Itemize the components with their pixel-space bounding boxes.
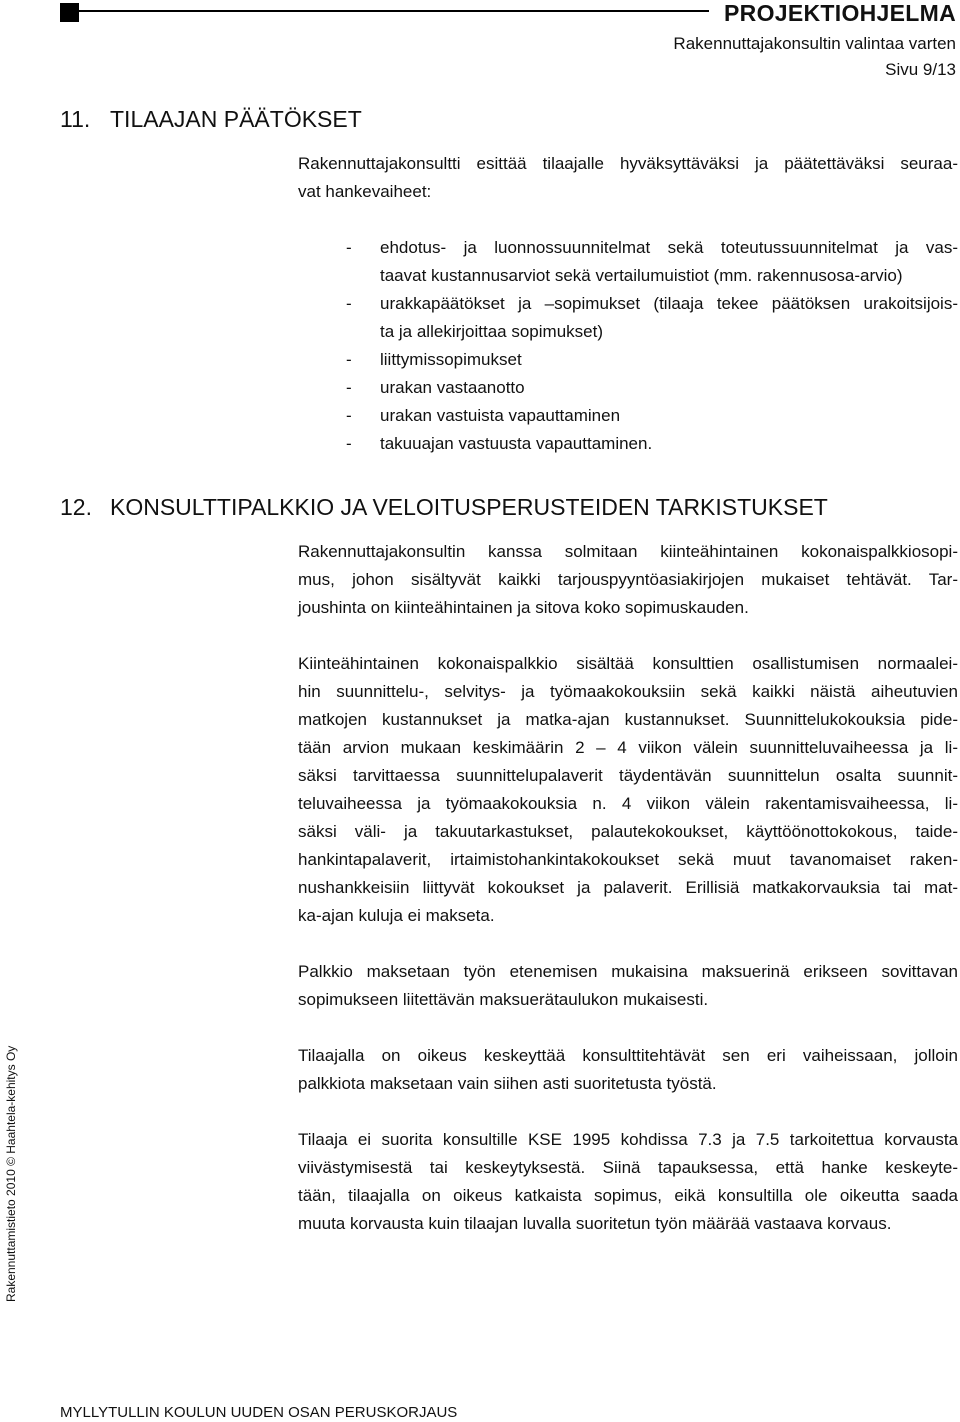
text-line: urakan vastaanotto <box>380 378 525 397</box>
text-line: viivästymisestä tai keskeytyksestä. Siinä tapauksessa, että hanke keskeyte- <box>298 1158 958 1177</box>
section-title: TILAAJAN PÄÄTÖKSET <box>110 106 362 132</box>
section-11-intro <box>298 150 958 206</box>
text-line: nushankkeisiin liittyvät kokoukset ja palaverit. Erillisiä matkakorvauksia tai mat- <box>298 878 958 897</box>
text-line: takuuajan vastuusta vapauttaminen. <box>380 434 653 453</box>
list-item <box>346 290 958 346</box>
text-line: sopimukseen liitettävän maksuerätaulukon mukaisesti. <box>298 990 709 1009</box>
list-dash: - <box>346 238 352 257</box>
text-line: joushinta on kiinteähintainen ja sitova koko sopimuskauden. <box>298 598 749 617</box>
text-line: vat hankevaiheet: <box>298 182 432 201</box>
text-line: Tilaajalla on oikeus keskeyttää konsulttitehtävät sen eri vaiheissaan, jolloin <box>298 1046 958 1065</box>
list-dash: - <box>346 350 352 369</box>
paragraph-payment <box>298 958 958 1014</box>
paragraph-fixed-price <box>298 538 958 622</box>
page-number: Sivu 9/13 <box>885 60 956 79</box>
text-line: Rakennuttajakonsultti esittää tilaajalle hyväksyttäväksi ja päätettäväksi seuraa- <box>298 154 958 173</box>
list-dash: - <box>346 378 352 397</box>
text-line: Rakennuttajakonsultin kanssa solmitaan kiinteähintainen kokonaispalkkiosopi- <box>298 542 958 561</box>
text-line: teluvaiheessa ja työmaakokouksia n. 4 viikon välein rakentamisvaiheessa, li- <box>298 794 958 813</box>
copyright-side-text: Rakennuttamistieto 2010 © Haahtela-kehitys Oy <box>4 1045 18 1302</box>
text-line: Kiinteähintainen kokonaispalkkio sisältää konsulttien osallistumisen normaalei- <box>298 654 958 673</box>
text-line: urakkapäätökset ja –sopimukset (tilaaja tekee päätöksen urakoitsijois- <box>380 294 958 313</box>
text-line: palkkiota maksetaan vain siihen asti suoritetusta työstä. <box>298 1074 717 1093</box>
document-subtitle: Rakennuttajakonsultin valintaa varten <box>673 34 956 53</box>
text-line: säksi väli- ja takuutarkastukset, palautekokoukset, käyttöönottokokous, taide- <box>298 822 958 841</box>
text-line: mus, johon sisältyvät kaikki tarjouspyyntöasiakirjojen mukaiset tehtävät. Tar- <box>298 570 958 589</box>
list-item <box>346 234 958 290</box>
text-line: muuta korvausta kuin tilaajan luvalla suoritetun työn määrää vastaava korvaus. <box>298 1214 892 1233</box>
text-line: hankintapalaverit, irtaimistohankintakokoukset sekä muut tavanomaiset raken- <box>298 850 958 869</box>
paragraph-compensation <box>298 1126 958 1238</box>
paragraph-fee-contents <box>298 650 958 930</box>
decision-list <box>346 234 958 458</box>
list-item <box>346 402 958 430</box>
list-dash: - <box>346 434 352 453</box>
text-line: ta ja allekirjoittaa sopimukset) <box>380 322 603 341</box>
text-line: taavat kustannusarviot sekä vertailumuistiot (mm. rakennusosa-arvio) <box>380 266 903 285</box>
header-rule <box>79 10 709 12</box>
section-12-heading <box>60 494 828 521</box>
text-line: liittymissopimukset <box>380 350 522 369</box>
text-line: Palkkio maksetaan työn etenemisen mukaisina maksuerinä erikseen sovittavan <box>298 962 958 981</box>
text-line: tään arvion mukaan keskimäärin 2 – 4 viikon välein suunnitteluvaiheessa ja li- <box>298 738 958 757</box>
section-number: 11. <box>60 106 91 132</box>
text-line: Tilaaja ei suorita konsultille KSE 1995 kohdissa 7.3 ja 7.5 tarkoitettua korvausta <box>298 1130 958 1149</box>
header-square-mark <box>60 3 79 22</box>
text-line: matkojen kustannukset ja matka-ajan kustannukset. Suunnittelukokouksia pide- <box>298 710 958 729</box>
text-line: hin suunnittelu-, selvitys- ja työmaakokouksiin sekä kaikki näistä aiheutuvien <box>298 682 958 701</box>
section-number: 12. <box>60 494 92 520</box>
text-line: tään, tilaajalla on oikeus katkaista sopimus, eikä konsultilla ole oikeutta saada <box>298 1186 958 1205</box>
text-line: ka-ajan kuluja ei makseta. <box>298 906 495 925</box>
text-line: säksi tarvittaessa suunnittelupalaverit täydentävän suunnittelun osalta suunnit- <box>298 766 958 785</box>
section-11-heading <box>60 106 362 133</box>
paragraph-suspension <box>298 1042 958 1098</box>
list-item <box>346 374 958 402</box>
section-title: KONSULTTIPALKKIO JA VELOITUSPERUSTEIDEN TARKISTUKSET <box>110 494 828 520</box>
list-item <box>346 430 958 458</box>
list-dash: - <box>346 406 352 425</box>
document-title: PROJEKTIOHJELMA <box>724 0 956 26</box>
text-line: urakan vastuista vapauttaminen <box>380 406 621 425</box>
project-footer: MYLLYTULLIN KOULUN UUDEN OSAN PERUSKORJAUS <box>60 1404 458 1421</box>
list-dash: - <box>346 294 352 313</box>
text-line: ehdotus- ja luonnossuunnitelmat sekä toteutussuunnitelmat ja vas- <box>380 238 958 257</box>
list-item <box>346 346 958 374</box>
